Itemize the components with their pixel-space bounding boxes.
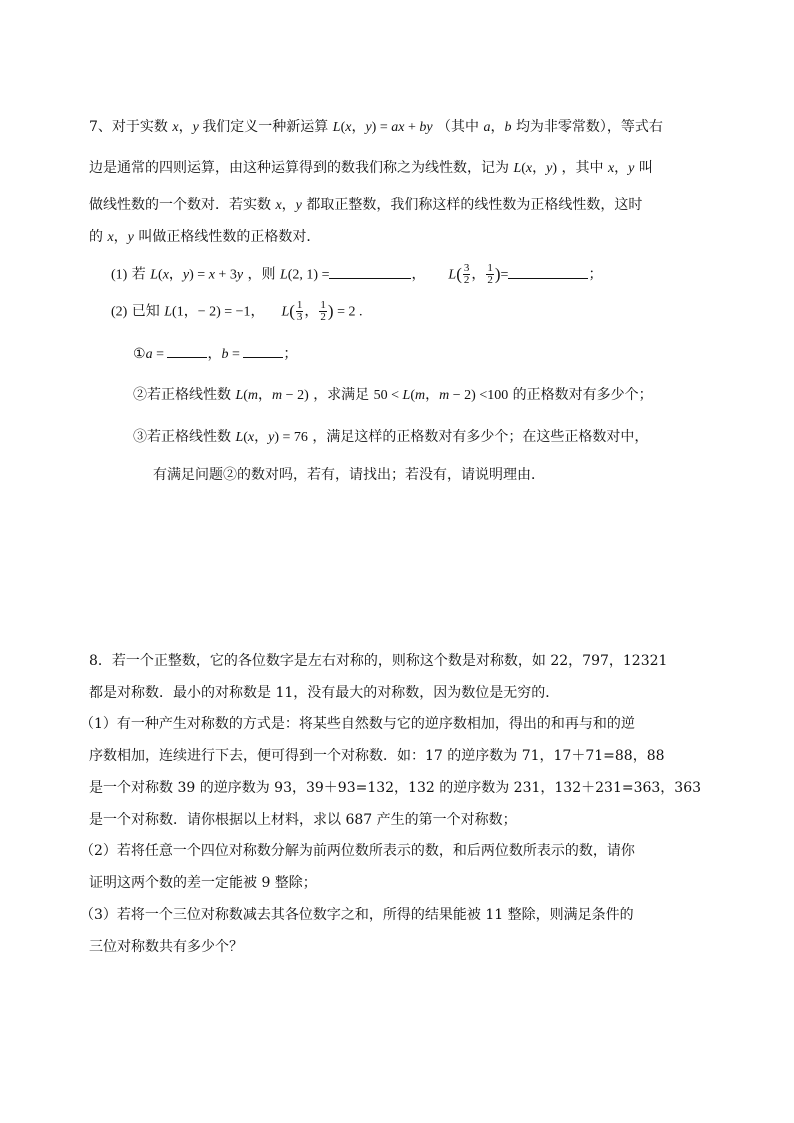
q7-text: 已知: [131, 303, 160, 320]
q7-part-1: (1) 若 L(x，y) = x + 3y ，则 L(2, 1) = ， L( $\frac{3}{2}$ ， $\frac{1}{2}$ )= ；: [111, 262, 603, 286]
q7-text: 均为非零常数），等式右: [515, 119, 663, 135]
q7-text: ，求满足: [313, 387, 370, 403]
q8-line-10: 三位对称数共有多少个？: [89, 939, 243, 955]
q8-line-2: 都是对称数．最小的对称数是 11，没有最大的对称数，因为数位是无穷的．: [89, 685, 560, 701]
q7-text: 有满足问题②的数对吗，若有，请找出；若没有，请说明理由．: [153, 467, 545, 483]
q8-line-1: 8．若一个正整数，它的各位数字是左右对称的，则称这个数是对称数，如 22，797，12321: [89, 653, 668, 669]
q7-text: ③若正格线性数: [133, 429, 231, 445]
q7-text: 边是通常的四则运算，由这种运算得到的数我们称之为线性数，记为: [89, 160, 509, 176]
q7-sub-1: ①a = ，b = ；: [133, 346, 298, 362]
q7-text: ；: [588, 266, 603, 283]
q7-line-3: 做线性数的一个数对．若实数 x，y 都取正整数，我们称这样的线性数为正格线性数，这时: [89, 197, 643, 213]
q8-line-6: 是一个对称数．请你根据以上材料，求以 687 产生的第一个对称数；: [89, 812, 517, 828]
q7-sub-3: ③若正格线性数 L(x，y) = 76 ，满足这样的正格数对有多少个；在这些正格数对中，: [133, 429, 649, 445]
q7-text: ，其中: [561, 160, 604, 176]
q7-text: ，满足这样的正格数对有多少个；在这些正格数对中，: [312, 429, 649, 445]
circle-number: ①: [133, 346, 146, 362]
q8-line-5: 是一个对称数 39 的逆序数为 93，39＋93=132，132 的逆序数为 231，132＋231=363，363: [89, 780, 702, 796]
q7-line-4: 的 x，y 叫做正格线性数的正格数对．: [89, 229, 321, 245]
q7-text: 都取正整数，我们称这样的线性数为正格线性数，这时: [306, 197, 643, 213]
q7-text: ，则: [247, 266, 276, 283]
q7-line-1: 7、对于实数 x，y 我们定义一种新运算 L(x，y) = ax + by （其中 a，b 均为非零常数），等式右: [89, 119, 663, 135]
q7-text: ；: [283, 346, 298, 362]
q8-line-3: （1）有一种产生对称数的方式是：将某些自然数与它的逆序数相加，得出的和再与和的逆: [80, 716, 635, 732]
part-label: (1): [111, 267, 128, 283]
answer-blank[interactable]: [243, 345, 283, 358]
q7-sub-3-line-2: [153, 466, 545, 484]
q8-line-8: 证明这两个数的差一定能被 9 整除；: [89, 875, 317, 891]
answer-blank[interactable]: [508, 266, 588, 279]
q8-line-7: （2）若将任意一个四位对称数分解为前两位数所表示的数，和后两位数所表示的数，请你: [80, 843, 635, 859]
q7-text: 的: [89, 229, 103, 245]
q7-text: 若: [131, 266, 146, 283]
q7-text: ②若正格线性数: [133, 387, 231, 403]
q8-line-9: （3）若将一个三位对称数减去其各位数字之和，所得的结果能被 11 整除，则满足条件的: [80, 907, 634, 923]
q7-sub-2: ②若正格线性数 L(m，m − 2) ，求满足 50 < L(m，m − 2) <100 的正格数对有多少个；: [133, 387, 653, 403]
answer-blank[interactable]: [167, 345, 207, 358]
answer-blank[interactable]: [329, 266, 411, 279]
q7-line-2: 边是通常的四则运算，由这种运算得到的数我们称之为线性数，记为 L(x，y) ，其中 x，y 叫: [89, 160, 653, 176]
q7-text: 叫: [638, 160, 653, 176]
q7-text: （其中: [437, 119, 480, 135]
q7-text: 叫做正格线性数的正格数对．: [138, 229, 321, 245]
q7-text: 做线性数的一个数对．若实数: [89, 197, 271, 213]
q7-text: 的正格数对有多少个；: [512, 387, 653, 403]
q7-text: 我们定义一种新运算: [202, 119, 329, 135]
q7-part-2: (2) 已知 L(1，− 2) = −1， L( $\frac{1}{3}$ ， $\frac{1}{2}$ ) = 2 .: [111, 299, 363, 323]
q8-line-4: 序数相加，连续进行下去，便可得到一个对称数．如：17 的逆序数为 71，17＋71=88，88: [89, 748, 665, 764]
q7-text: 7、对于实数: [89, 119, 168, 135]
part-label: (2): [111, 304, 128, 320]
